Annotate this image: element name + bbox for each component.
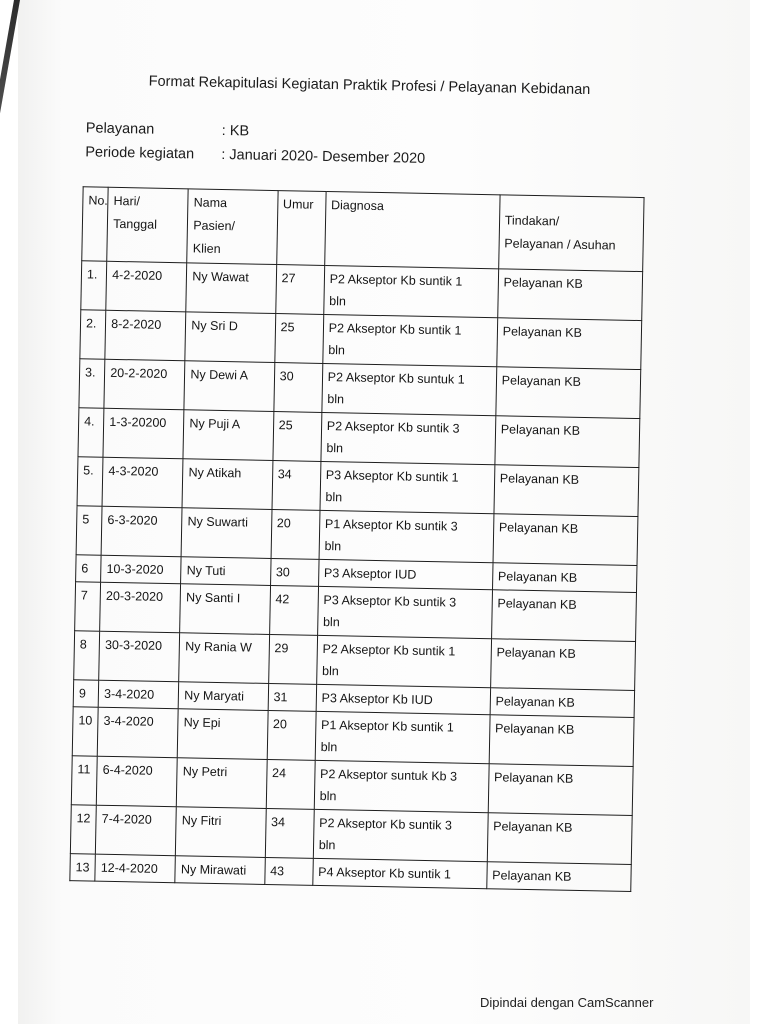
diagnosa-line1: P2 Akseptor Kb suntik 1 (322, 641, 456, 659)
header-diagnosa (324, 191, 499, 268)
header-tanggal (107, 187, 189, 263)
diagnosa-line2: bln (328, 343, 346, 358)
cell-no: 12 (70, 805, 96, 854)
cell-diagnosa (316, 635, 491, 687)
cell-tindakan: Pelayanan KB (497, 318, 642, 370)
diagnosa-line1: P3 Akseptor IUD (323, 566, 417, 582)
periode-value: : Januari 2020- Desember 2020 (221, 146, 426, 167)
header-umur (276, 191, 325, 266)
diagnosa-line2: bln (327, 392, 345, 407)
cell-diagnosa (313, 809, 488, 861)
cell-no: 11 (71, 756, 97, 805)
header-umur-text: Umur (282, 197, 314, 212)
diagnosa-line1: P2 Akseptor Kb suntik 1 (329, 272, 463, 289)
cell-umur: 24 (266, 759, 315, 809)
periode-label: Periode kegiatan (85, 144, 195, 163)
diagnosa-line1: P3 Akseptor Kb suntik 1 (325, 468, 459, 485)
cell-nama: Ny Wawat (186, 263, 276, 314)
rekap-table (69, 186, 644, 892)
cell-tindakan: Pelayanan KB (495, 416, 640, 468)
cell-tanggal: 4-3-2020 (102, 457, 183, 508)
cell-no: 3. (79, 359, 105, 408)
cell-tanggal: 8-2-2020 (105, 310, 186, 361)
cell-tanggal: 6-3-2020 (101, 506, 182, 557)
cell-diagnosa (320, 461, 495, 513)
cell-umur: 42 (269, 585, 318, 635)
cell-tindakan: Pelayanan KB (489, 715, 634, 767)
cell-tindakan: Pelayanan KB (486, 862, 631, 892)
diagnosa-line2: bln (325, 490, 343, 505)
cell-diagnosa (312, 858, 487, 888)
diagnosa-line1: P1 Akseptor Kb suntik 3 (324, 517, 458, 534)
diagnosa-line1: P2 Akseptor Kb suntik 3 (319, 815, 453, 833)
cell-umur: 27 (275, 265, 324, 315)
diagnosa-line2: bln (319, 788, 337, 804)
cell-nama: Ny Tuti (181, 557, 271, 586)
table-body (70, 261, 643, 892)
cell-no: 5 (76, 506, 102, 555)
diagnosa-line1: P3 Akseptor Kb IUD (321, 690, 433, 708)
cell-tindakan: Pelayanan KB (490, 639, 635, 691)
diagnosa-line2: bln (326, 441, 344, 456)
cell-umur: 25 (274, 314, 323, 364)
header-tindakan (498, 195, 644, 272)
header-no-text: No. (88, 193, 108, 208)
diagnosa-line1: P1 Akseptor Kb suntik 1 (320, 717, 454, 735)
cell-tindakan: Pelayanan KB (497, 269, 642, 321)
cell-tanggal: 20-3-2020 (100, 582, 181, 633)
cell-tanggal: 30-3-2020 (99, 631, 180, 682)
cell-tindakan: Pelayanan KB (488, 764, 633, 816)
diagnosa-line1: P4 Akseptor Kb suntik 1 (318, 864, 452, 882)
cell-diagnosa (318, 559, 493, 589)
cell-nama: Ny Santi I (180, 584, 270, 635)
cell-tindakan: Pelayanan KB (496, 367, 641, 419)
cell-umur: 25 (273, 412, 322, 462)
cell-nama: Ny Fitri (176, 807, 266, 858)
cell-tanggal: 10-3-2020 (101, 555, 182, 584)
cell-umur: 20 (271, 509, 320, 559)
header-diagnosa-text: Diagnosa (330, 198, 385, 214)
cell-no: 4. (78, 408, 104, 457)
diagnosa-line2: bln (318, 837, 336, 853)
cell-tindakan: Pelayanan KB (491, 590, 636, 642)
cell-no: 5. (77, 457, 103, 506)
cell-no: 9 (73, 680, 99, 707)
pelayanan-label: Pelayanan (85, 120, 155, 138)
header-tindakan-line2: Pelayanan / Asuhan (504, 236, 616, 253)
diagnosa-line1: P2 Akseptor suntuk Kb 3 (320, 766, 458, 784)
cell-diagnosa (319, 510, 494, 562)
cell-tanggal: 6-4-2020 (96, 756, 177, 807)
cell-tindakan: Pelayanan KB (493, 514, 638, 566)
cell-no: 13 (70, 854, 96, 881)
header-nama-line3: Klien (192, 241, 221, 256)
header-nama-line1: Nama (193, 195, 228, 211)
cell-nama: Ny Atikah (182, 459, 272, 510)
header-nama (187, 189, 278, 265)
cell-tanggal: 4-2-2020 (106, 261, 187, 312)
cell-nama: Ny Rania W (179, 633, 269, 684)
scanner-watermark: Dipindai dengan CamScanner (480, 995, 654, 1010)
cell-tanggal: 12-4-2020 (95, 854, 176, 883)
cell-no: 8 (74, 631, 100, 680)
header-no (82, 187, 109, 261)
diagnosa-line2: bln (320, 739, 338, 755)
cell-nama: Ny Dewi A (184, 361, 274, 412)
cell-no: 10 (72, 707, 98, 756)
header-nama-line2: Pasien/ (193, 218, 236, 234)
document-title: Format Rekapitulasi Kegiatan Praktik Profesi / Pelayanan Kebidanan (148, 73, 591, 99)
cell-diagnosa (321, 412, 496, 464)
cell-diagnosa (315, 711, 490, 763)
cell-nama: Ny Puji A (183, 410, 273, 461)
cell-umur: 30 (270, 558, 319, 586)
diagnosa-line2: bln (322, 615, 340, 630)
cell-tindakan: Pelayanan KB (487, 813, 632, 865)
cell-tindakan: Pelayanan KB (494, 465, 639, 517)
cell-umur: 31 (268, 683, 317, 711)
cell-umur: 34 (265, 808, 314, 858)
cell-no: 6 (76, 555, 102, 582)
cell-umur: 20 (267, 710, 316, 760)
cell-tanggal: 20-2-2020 (104, 359, 185, 410)
diagnosa-line1: P3 Akseptor Kb suntik 3 (323, 593, 457, 610)
pelayanan-value: : KB (221, 122, 250, 140)
cell-no: 7 (75, 582, 101, 631)
diagnosa-line1: P2 Akseptor Kb suntik 1 (328, 321, 462, 338)
header-tanggal-line2: Tanggal (113, 216, 158, 232)
header-tindakan-line1: Tindakan/ (504, 213, 560, 229)
cell-nama: Ny Sri D (185, 312, 275, 363)
diagnosa-line2: bln (324, 539, 342, 554)
cell-umur: 43 (264, 857, 313, 885)
cell-diagnosa (317, 586, 492, 638)
cell-nama: Ny Epi (178, 709, 268, 760)
cell-nama: Ny Petri (177, 758, 267, 809)
cell-no: 2. (80, 310, 106, 359)
diagnosa-line2: bln (329, 294, 347, 309)
cell-diagnosa (322, 363, 497, 415)
cell-nama: Ny Suwarti (181, 508, 271, 559)
table-header-row (82, 187, 644, 272)
cell-diagnosa (323, 265, 498, 317)
cell-tindakan: Pelayanan KB (492, 563, 637, 593)
cell-no: 1. (81, 261, 107, 310)
diagnosa-line2: bln (321, 663, 339, 679)
cell-diagnosa (323, 314, 498, 366)
cell-tanggal: 3-4-2020 (97, 707, 178, 758)
diagnosa-line1: P2 Akseptor Kb suntik 3 (326, 419, 460, 436)
cell-diagnosa (316, 684, 491, 714)
cell-tanggal: 3-4-2020 (98, 680, 179, 709)
cell-umur: 29 (268, 634, 317, 684)
diagnosa-line1: P2 Akseptor Kb suntuk 1 (327, 370, 465, 387)
header-tanggal-line1: Hari/ (113, 193, 141, 209)
cell-diagnosa (314, 760, 489, 812)
cell-tanggal: 7-4-2020 (96, 805, 177, 856)
cell-tanggal: 1-3-20200 (103, 408, 184, 459)
cell-tindakan: Pelayanan KB (490, 688, 635, 718)
cell-umur: 30 (274, 363, 323, 413)
cell-nama: Ny Mirawati (175, 856, 265, 885)
cell-umur: 34 (272, 461, 321, 511)
cell-nama: Ny Maryati (178, 682, 268, 711)
